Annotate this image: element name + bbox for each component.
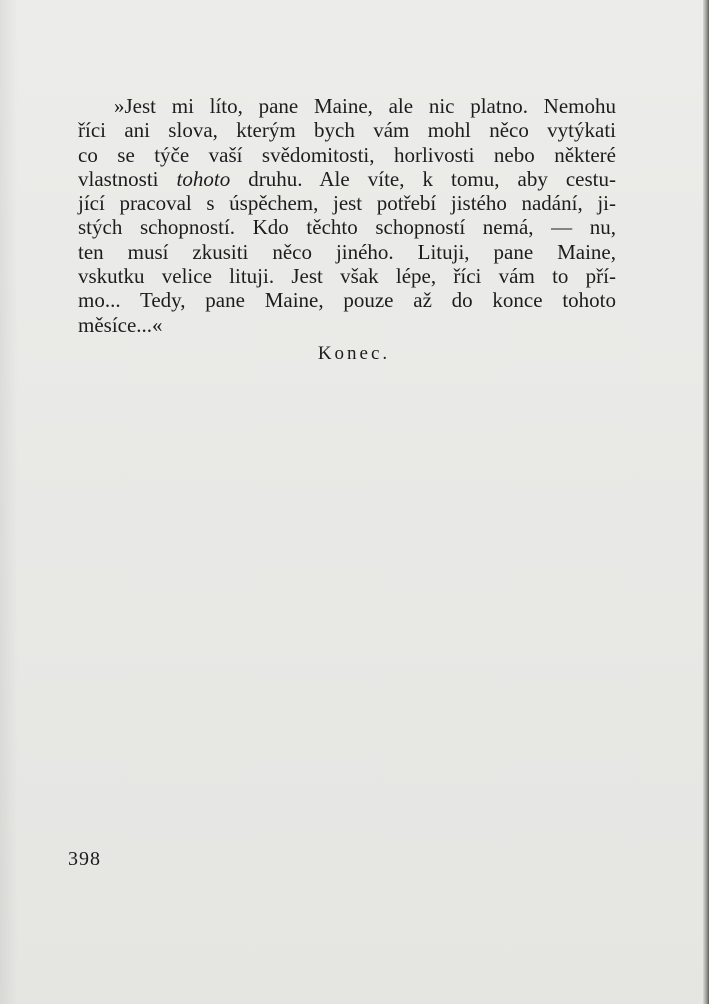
text-line: stých schopností. Kdo těchto schopností nemá, — nu, xyxy=(78,215,616,240)
page-edge xyxy=(703,0,709,1004)
text-segment: vlastnosti xyxy=(78,166,177,191)
text-line: říci ani slova, kterým bych vám mohl něco vytýkati xyxy=(78,118,616,143)
end-mark: Konec. xyxy=(317,343,391,364)
body-text xyxy=(78,94,616,337)
text-line: měsíce...« xyxy=(78,312,163,337)
italic-word: tohoto xyxy=(176,166,231,191)
text-line: ten musí zkusiti něco jiného. Lituji, pane Maine, xyxy=(78,239,616,264)
text-segment: druhu. Ale víte, k tomu, aby cestu- xyxy=(230,166,616,191)
text-line: vskutku velice lituji. Jest však lépe, říci vám to pří- xyxy=(78,264,616,289)
text-line: mo... Tedy, pane Maine, pouze až do konce tohoto xyxy=(78,288,616,313)
text-line: »Jest mi líto, pane Maine, ale nic platno. Nemohu xyxy=(114,94,616,118)
text-line: jící pracoval s úspěchem, jest potřebí jistého nadání, ji- xyxy=(78,191,616,216)
text-line xyxy=(78,167,616,191)
page-number: 398 xyxy=(68,848,101,870)
text-line: co se týče vaší svědomitosti, horlivosti nebo některé xyxy=(78,142,616,167)
